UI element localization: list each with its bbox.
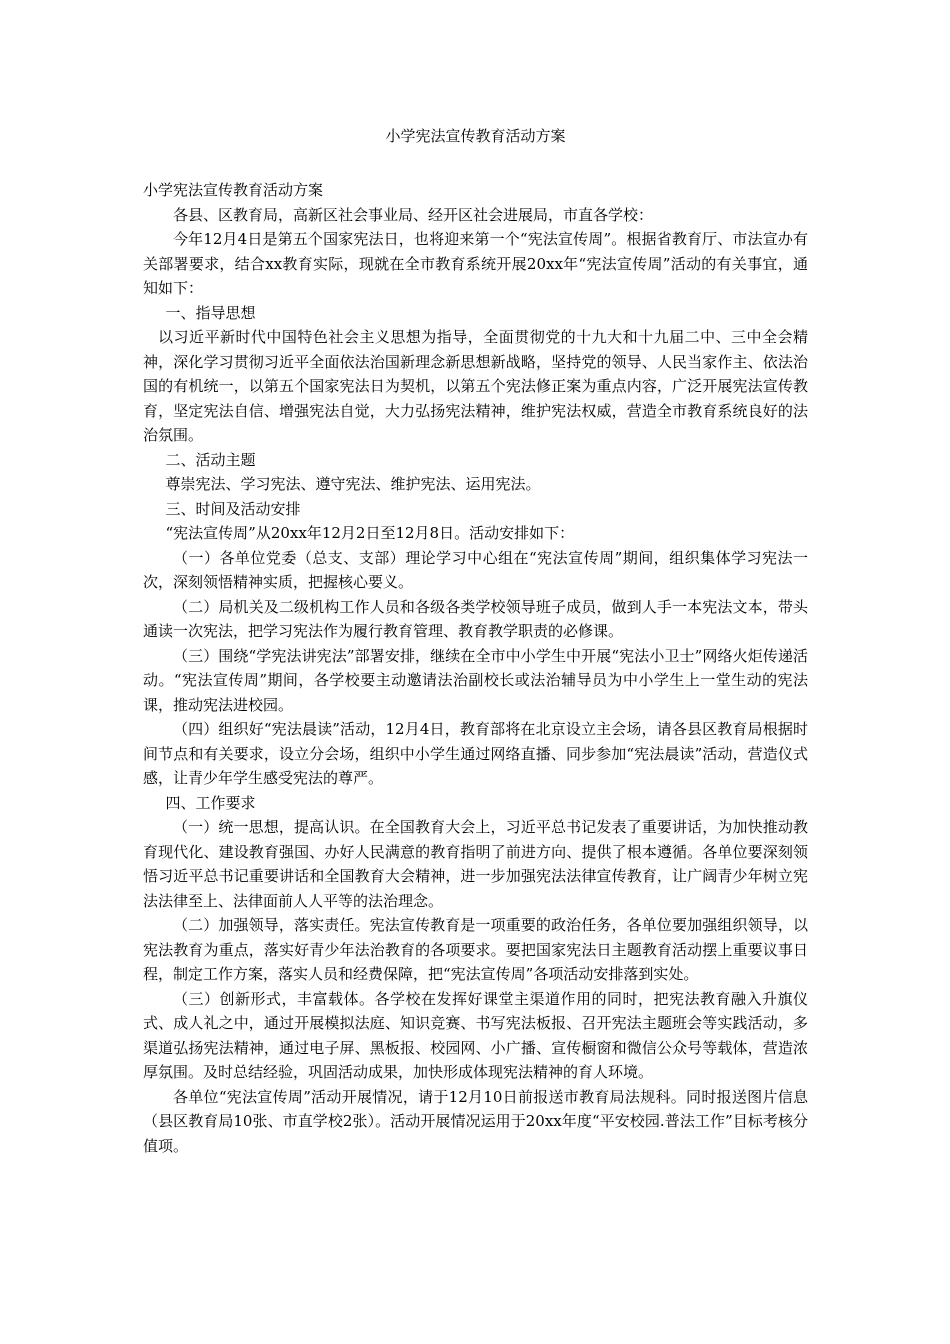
requirement-item-2: （二）加强领导，落实责任。宪法宣传教育是一项重要的政治任务，各单位要加强组织领导，以宪法教育为重点，落实好青少年法治教育的各项要求。要把国家宪法日主题教育活动摆上重要议事日程，制定工作方案，落实人员和经费保障，把“宪法宣传周”各项活动安排落到实处。 bbox=[143, 916, 808, 983]
section-body-activity-theme: 尊崇宪法、学习宪法、遵守宪法、维护宪法、运用宪法。 bbox=[165, 475, 541, 493]
section-heading-work-requirements: 四、工作要求 bbox=[165, 793, 256, 812]
section-heading-schedule: 三、时间及活动安排 bbox=[165, 499, 301, 518]
schedule-item-3: （三）围绕“学宪法讲宪法”部署安排，继续在全市中小学生中开展“宪法小卫士”网络火炬传递活动。“宪法宣传周”期间，各学校要主动邀请法治副校长或法治辅导员为中小学生上一堂生动的宪法课，推动宪法进校园。 bbox=[143, 646, 808, 714]
closing-paragraph: 各单位“宪法宣传周”活动开展情况，请于12月10日前报送市教育局法规科。同时报送图片信息（县区教育局10张、市直学校2张）。活动开展情况运用于20xx年度“平安校园.普法工作”目标考核分值项。 bbox=[143, 1087, 808, 1155]
document-subtitle: 小学宪法宣传教育活动方案 bbox=[143, 181, 324, 199]
schedule-item-1: （一）各单位党委（总支、支部）理论学习中心组在“宪法宣传周”期间，组织集体学习宪法一次，深刻领悟精神实质，把握核心要义。 bbox=[143, 548, 808, 591]
salutation: 各县、区教育局，高新区社会事业局、经开区社会进展局，市直各学校： bbox=[173, 205, 654, 224]
section-heading-activity-theme: 二、活动主题 bbox=[165, 450, 256, 469]
section-intro-schedule: “宪法宣传周”从20xx年12月2日至12月8日。活动安排如下： bbox=[165, 524, 575, 542]
schedule-item-4: （四）组织好“宪法晨读”活动，12月4日，教育部将在北京设立主会场，请各县区教育局根据时间节点和有关要求，设立分会场，组织中小学生通过网络直播、同步参加“宪法晨读”活动，营造仪式感，让青少年学生感受宪法的尊严。 bbox=[143, 720, 808, 787]
schedule-item-2: （二）局机关及二级机构工作人员和各级各类学校领导班子成员，做到人手一本宪法文本，带头通读一次宪法，把学习宪法作为履行教育管理、教育教学职责的必修课。 bbox=[143, 597, 808, 640]
requirement-item-3: （三）创新形式，丰富载体。各学校在发挥好课堂主渠道作用的同时，把宪法教育融入升旗仪式、成人礼之中，通过开展模拟法庭、知识竞赛、书写宪法板报、召开宪法主题班会等实践活动，多渠道弘扬宪法精神，通过电子屏、黑板报、校园网、小广播、宣传橱窗和微信公众号等载体，营造浓厚氛围。及时总结经验，巩固活动成果，加快形成体现宪法精神的育人环境。 bbox=[143, 989, 808, 1081]
document-page bbox=[143, 124, 808, 1158]
section-body-guiding-ideology: 以习近平新时代中国特色社会主义思想为指导，全面贯彻党的十九大和十九届二中、三中全会精神，深化学习贯彻习近平全面依法治国新理念新思想新战略，坚持党的领导、人民当家作主、依法治国的有机统一，以第五个国家宪法日为契机，以第五个宪法修正案为重点内容，广泛开展宪法宣传教育，坚定宪法自信、增强宪法自觉，大力弘扬宪法精神，维护宪法权威，营造全市教育系统良好的法治氛围。 bbox=[143, 328, 808, 444]
requirement-item-1: （一）统一思想，提高认识。在全国教育大会上，习近平总书记发表了重要讲话，为加快推动教育现代化、建设教育强国、办好人民满意的教育指明了前进方向、提供了根本遵循。各单位要深刻领悟习近平总书记重要讲话和全国教育大会精神，进一步加强宪法法律宣传教育，让广阔青少年树立宪法法律至上、法律面前人人平等的法治理念。 bbox=[143, 818, 808, 910]
section-heading-guiding-ideology: 一、指导思想 bbox=[165, 303, 256, 322]
intro-paragraph: 今年12月4日是第五个国家宪法日，也将迎来第一个“宪法宣传周”。根据省教育厅、市法宣办有关部署要求，结合xx教育实际，现就在全市教育系统开展20xx年“宪法宣传周”活动的有关事宜，通知如下： bbox=[143, 230, 808, 297]
document-title: 小学宪法宣传教育活动方案 bbox=[385, 127, 566, 145]
